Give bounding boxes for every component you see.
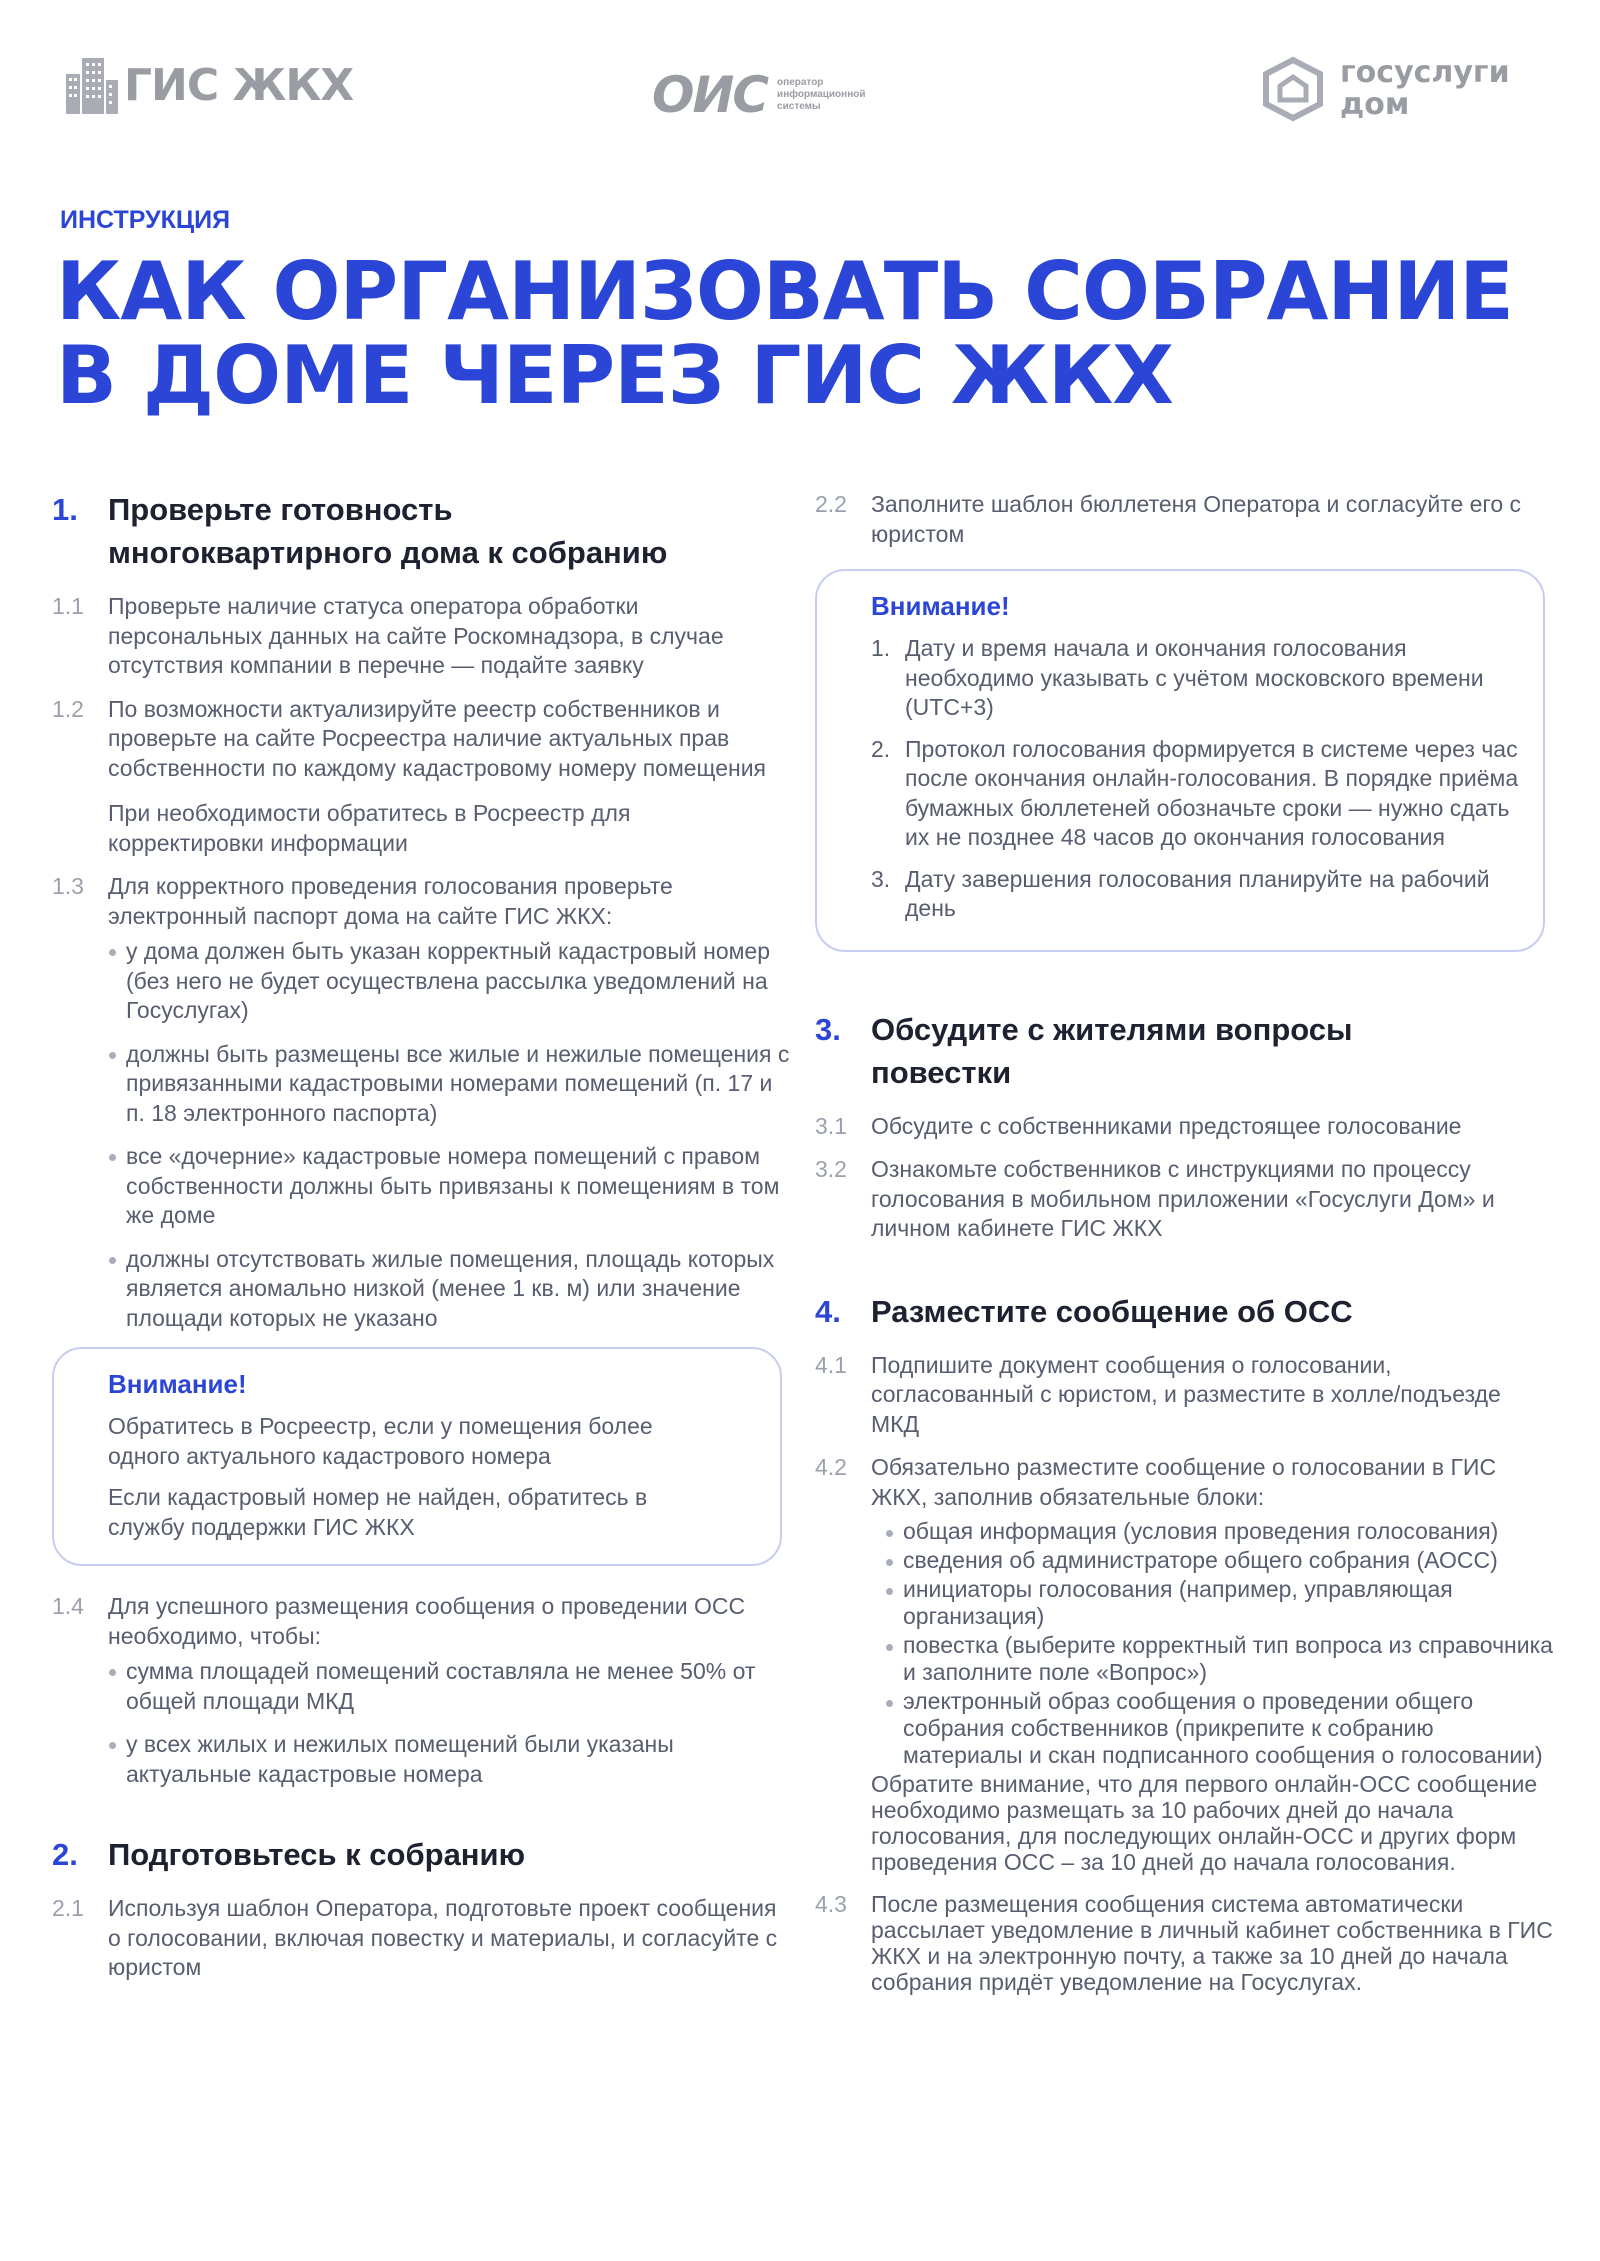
- list-item: повестка (выберите корректный тип вопроса из справочника и заполните поле «Вопрос»): [885, 1632, 1555, 1686]
- list-item: должны отсутствовать жилые помещения, площадь которых является аномально низкой (менее 1 кв. м) или значение площади которых не указано: [108, 1245, 792, 1334]
- buildings-icon: [64, 54, 120, 116]
- warning-text: Обратитесь в Росреестр, если у помещения более одного актуального кадастрового номера: [108, 1413, 653, 1469]
- list-item: у дома должен быть указан корректный кадастровый номер (без него не будет осуществлена рассылка уведомлений на Госуслугах): [108, 937, 792, 1026]
- step-1-3: 1.3 Для корректного проведения голосования проверьте электронный паспорт дома на сайте ГИС ЖКХ:: [52, 873, 673, 929]
- step-4-2: 4.2 Обязательно разместите сообщение о голосовании в ГИС ЖКХ, заполнив обязательные блоки:: [815, 1454, 1497, 1510]
- page-title: КАК ОРГАНИЗОВАТЬ СОБРАНИЕ В ДОМЕ ЧЕРЕЗ ГИС ЖКХ: [56, 245, 1513, 422]
- list-item: электронный образ сообщения о проведении общего собрания собственников (прикрепите к собранию материалы и скан подписанного сообщения о голосовании): [885, 1688, 1555, 1769]
- step-2-2: 2.2 Заполните шаблон бюллетеня Оператора и согласуйте его с юристом: [815, 491, 1521, 547]
- step-3-1: 3.1 Обсудите с собственниками предстоящее голосование: [815, 1112, 1462, 1139]
- section-number: 3.: [815, 1011, 841, 1047]
- step-4-2-note: Обратите внимание, что для первого онлайн-ОСС сообщение необходимо размещать за 10 рабочих дней до начала голосования, для последующих онлайн-ОСС и других форм проведения ОСС – за 10 дней до начала голосования.: [871, 1771, 1538, 1875]
- section-title: Разместите сообщение об ОСС: [871, 1293, 1353, 1329]
- warning-title: Внимание!: [108, 1369, 247, 1399]
- step-1-2-note: При необходимости обратитесь в Росреестр для корректировки информации: [108, 800, 631, 856]
- list-item: 2. Протокол голосования формируется в системе через час после окончания онлайн-голосования. В порядке приёма бумажных бюллетеней обозначьте сроки — нужно сдать их не позднее 48 часов до окончания голосования: [871, 735, 1519, 850]
- step-4-3: 4.3 После размещения сообщения система автоматически рассылает уведомление в личный кабинет собственника в ГИС ЖКХ и на электронную почту, а также за 10 дней до начала собрания придёт уведомление на Госуслугах.: [815, 1891, 1553, 1995]
- doc-kicker: ИНСТРУКЦИЯ: [60, 206, 231, 234]
- section-number: 4.: [815, 1293, 841, 1329]
- list-item: сумма площадей помещений составляла не менее 50% от общей площади МКД: [108, 1657, 792, 1716]
- header: [0, 52, 1600, 132]
- section-title: Проверьте готовность многоквартирного дома к собранию: [108, 492, 668, 570]
- gis-zhkh-logo-text: ГИС ЖКХ: [124, 59, 354, 111]
- list-item: сведения об администраторе общего собрания (АОСС): [885, 1547, 1555, 1574]
- list-item: 3. Дату завершения голосования планируйте на рабочий день: [871, 865, 1490, 921]
- section-2-heading: [52, 1833, 792, 1876]
- step-4-1: 4.1 Подпишите документ сообщения о голосовании, согласованный с юристом, и разместите в холле/подъезде МКД: [815, 1351, 1501, 1437]
- warning-box-2: [815, 569, 1545, 952]
- list-item: общая информация (условия проведения голосования): [885, 1518, 1555, 1545]
- list-item: у всех жилых и нежилых помещений были указаны актуальные кадастровые номера: [108, 1730, 792, 1789]
- step-1-4: 1.4 Для успешного размещения сообщения о проведении ОСС необходимо, чтобы:: [52, 1593, 746, 1649]
- right-column: [815, 490, 1555, 2009]
- section-3-heading: [815, 1008, 1555, 1094]
- step-1-2: 1.2 По возможности актуализируйте реестр собственников и проверьте на сайте Росреестра наличие актуальных прав собственности по каждому кадастровому номеру помещения: [52, 695, 767, 781]
- warning-box-1: [52, 1347, 782, 1566]
- ois-logo-text: ОИС: [652, 66, 768, 124]
- step-1-4-list: [108, 1657, 792, 1789]
- warning-text: Если кадастровый номер не найден, обратитесь в службу поддержки ГИС ЖКХ: [108, 1484, 648, 1540]
- gis-zhkh-logo: [64, 54, 353, 116]
- list-item: 1. Дату и время начала и окончания голосования необходимо указывать с учётом московского времени (UTC+3): [871, 635, 1484, 720]
- gosuslugi-dom-logo: [1260, 56, 1510, 122]
- ois-logo-caption: оператор информационной системы: [777, 77, 866, 112]
- section-number: 1.: [52, 492, 78, 527]
- warning-title: Внимание!: [871, 591, 1010, 621]
- section-4-heading: [815, 1290, 1555, 1333]
- step-2-1: 2.1 Используя шаблон Оператора, подготовьте проект сообщения о голосовании, включая повестку и материалы, и согласуйте с юристом: [52, 1895, 778, 1980]
- section-title: Подготовьтесь к собранию: [108, 1837, 526, 1872]
- ois-logo: [652, 66, 866, 124]
- section-1-heading: [52, 488, 792, 574]
- list-item: должны быть размещены все жилые и нежилые помещения с привязанными кадастровыми номерами помещений (п. 17 и п. 18 электронного паспорта): [108, 1040, 792, 1129]
- house-icon: [1260, 56, 1326, 122]
- section-title: Обсудите с жителями вопросы повестки: [871, 1011, 1353, 1090]
- gosuslugi-dom-logo-text: госуслуги дом: [1340, 55, 1510, 122]
- left-column: [52, 488, 792, 1997]
- step-3-2: 3.2 Ознакомьте собственников с инструкциями по процессу голосования в мобильном приложении «Госуслуги Дом» и личном кабинете ГИС ЖКХ: [815, 1156, 1495, 1241]
- list-item: инициаторы голосования (например, управляющая организация): [885, 1576, 1555, 1630]
- step-1-3-list: [108, 937, 792, 1333]
- step-1-1: 1.1 Проверьте наличие статуса оператора обработки персональных данных на сайте Роскомнадзора, в случае отсутствия компании в перечне — подайте заявку: [52, 593, 724, 678]
- section-number: 2.: [52, 1837, 78, 1872]
- step-4-2-list: [885, 1518, 1555, 1769]
- list-item: все «дочерние» кадастровые номера помещений с правом собственности должны быть привязаны к помещениям в том же доме: [108, 1142, 792, 1231]
